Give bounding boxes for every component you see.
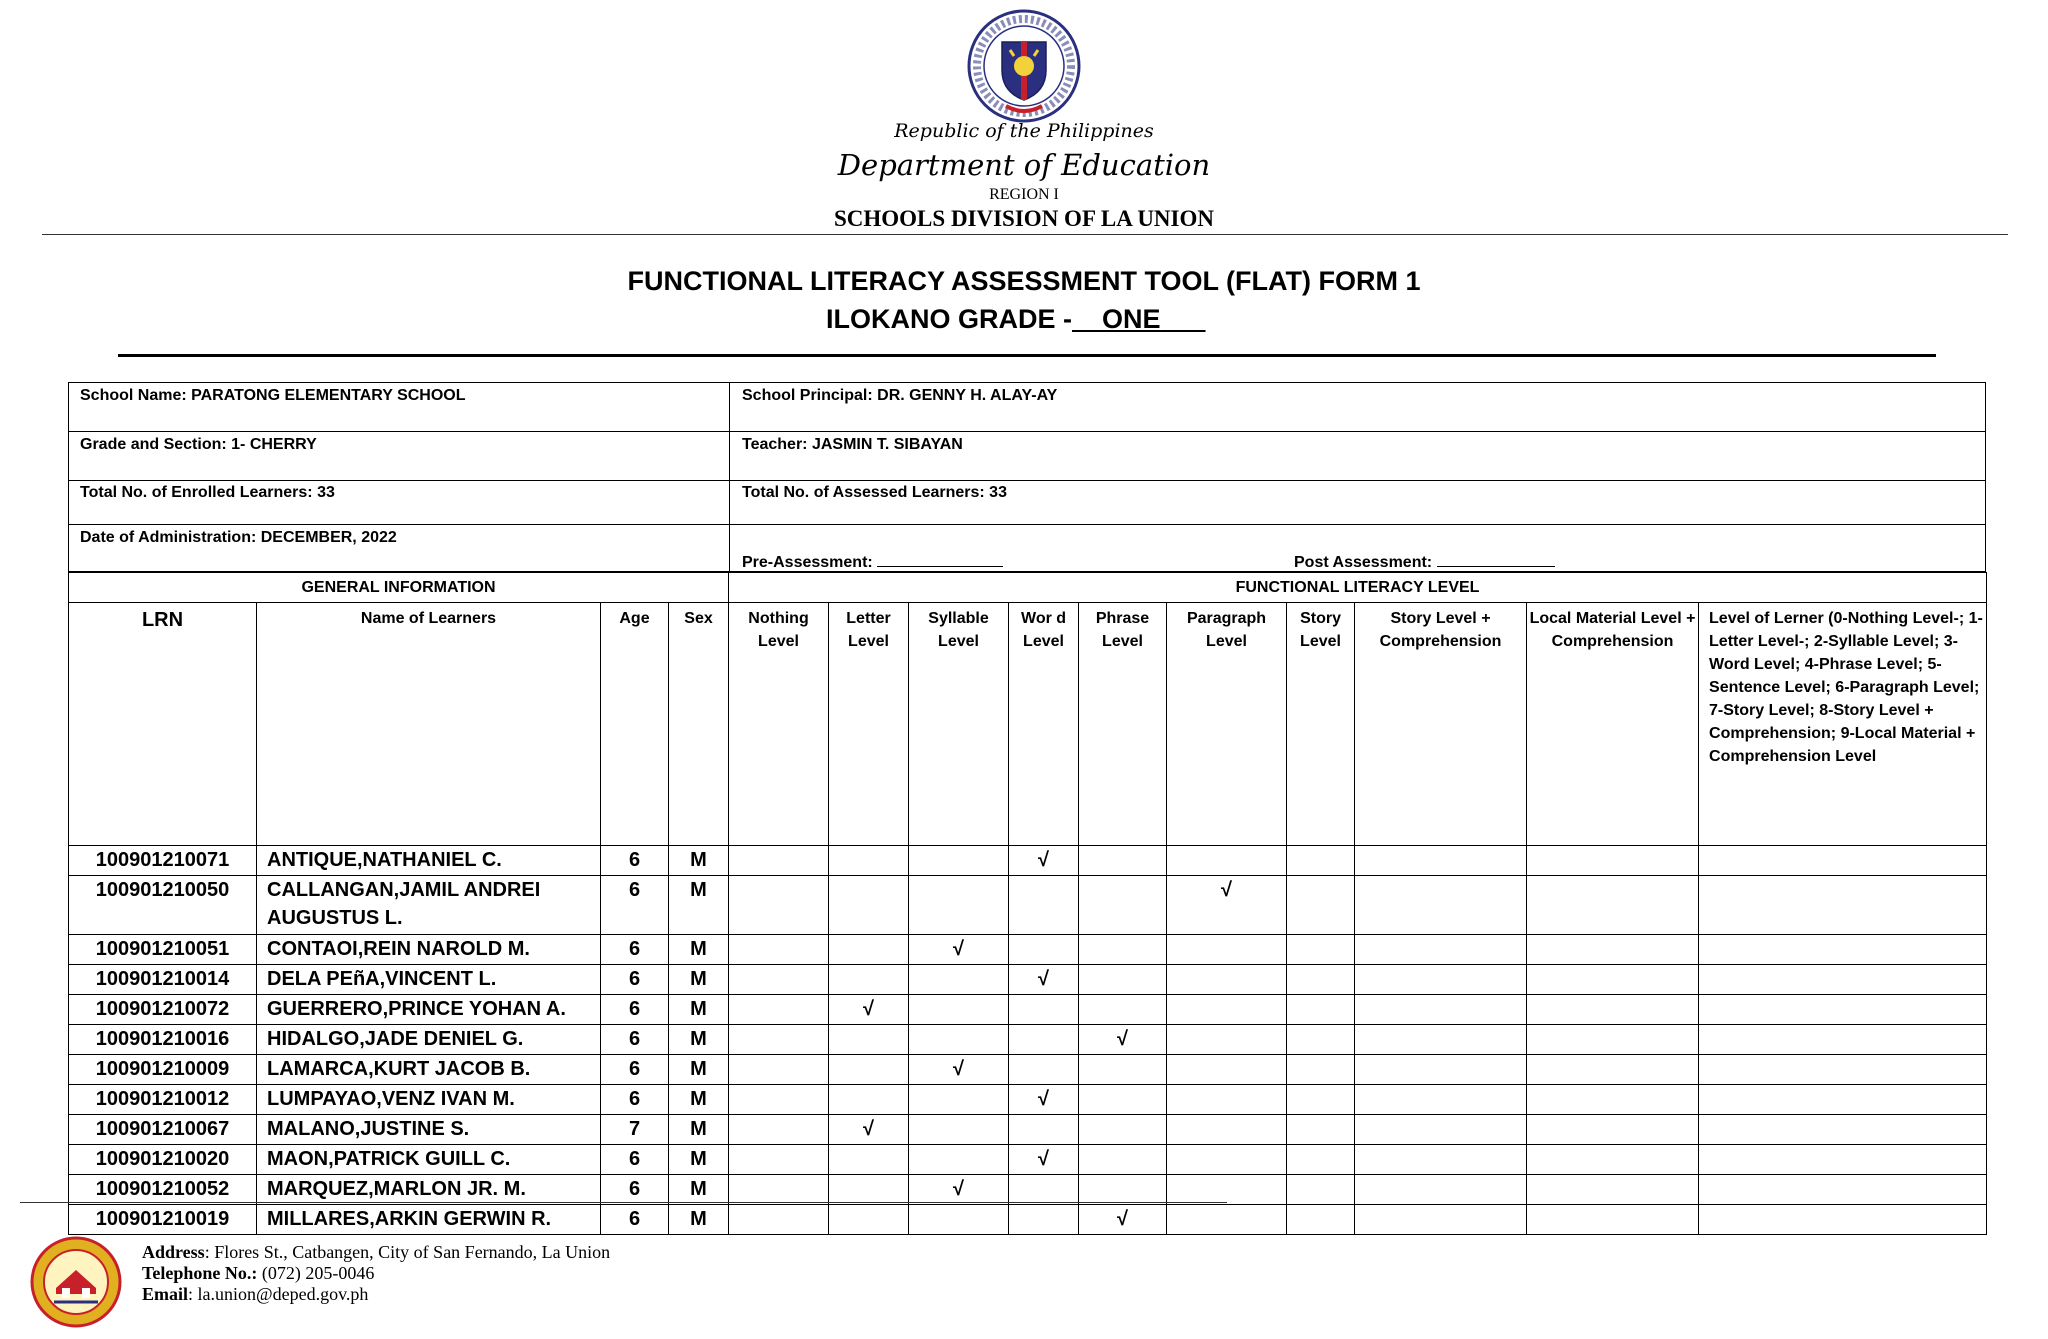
level-cell-phrase: √: [1079, 1025, 1167, 1055]
level-cell-story-comp: [1355, 995, 1527, 1025]
level-cell-local: [1527, 1055, 1699, 1085]
level-cell-nothing: [729, 965, 829, 995]
pre-assessment: Pre-Assessment:: [742, 552, 1003, 572]
level-cell-letter: [829, 935, 909, 965]
column-lrn: LRN: [69, 603, 257, 846]
level-cell-syllable: √: [909, 1175, 1009, 1205]
table-row: [69, 965, 1987, 995]
learner-name: MARQUEZ,MARLON JR. M.: [257, 1175, 601, 1205]
column-story-comprehension: Story Level + Comprehension: [1355, 603, 1527, 846]
learner-name: ANTIQUE,NATHANIEL C.: [257, 846, 601, 876]
level-cell-word: √: [1009, 1145, 1079, 1175]
level-cell-letter: [829, 876, 909, 935]
learner-age: 6: [601, 1055, 669, 1085]
level-cell-word: [1009, 1205, 1079, 1235]
level-cell-letter: [829, 1055, 909, 1085]
level-cell-letter: √: [829, 1115, 909, 1145]
letterhead-divider: [42, 234, 2008, 235]
column-word-level: Wor d Level: [1009, 603, 1079, 846]
learner-age: 6: [601, 935, 669, 965]
level-cell-nothing: [729, 846, 829, 876]
school-info-box: [68, 382, 1986, 572]
level-cell-paragraph: [1167, 995, 1287, 1025]
functional-literacy-header: FUNCTIONAL LITERACY LEVEL: [729, 573, 1987, 603]
level-cell-paragraph: [1167, 1145, 1287, 1175]
level-cell-nothing: [729, 1115, 829, 1145]
column-story-level: Story Level: [1287, 603, 1355, 846]
learner-lrn: 100901210012: [69, 1085, 257, 1115]
learner-name: LAMARCA,KURT JACOB B.: [257, 1055, 601, 1085]
footer-telephone: Telephone No.: (072) 205-0046: [142, 1263, 375, 1283]
level-cell-paragraph: [1167, 1085, 1287, 1115]
level-cell-level-of-learner: [1699, 1175, 1987, 1205]
learner-lrn: 100901210020: [69, 1145, 257, 1175]
learner-name: LUMPAYAO,VENZ IVAN M.: [257, 1085, 601, 1115]
level-cell-syllable: √: [909, 935, 1009, 965]
general-information-header: GENERAL INFORMATION: [69, 573, 729, 603]
level-cell-paragraph: [1167, 1115, 1287, 1145]
level-cell-paragraph: [1167, 1175, 1287, 1205]
date-of-administration: Date of Administration: DECEMBER, 2022: [80, 529, 397, 546]
level-cell-phrase: [1079, 1175, 1167, 1205]
grade-value: ONE: [1102, 304, 1161, 334]
table-row: [69, 935, 1987, 965]
learner-lrn: 100901210050: [69, 876, 257, 935]
level-cell-paragraph: [1167, 1205, 1287, 1235]
learner-name: CALLANGAN,JAMIL ANDREI AUGUSTUS L.: [257, 876, 601, 935]
level-cell-phrase: √: [1079, 1205, 1167, 1235]
learner-sex: M: [669, 1085, 729, 1115]
level-cell-syllable: [909, 1205, 1009, 1235]
table-row: [69, 1175, 1987, 1205]
level-cell-local: [1527, 935, 1699, 965]
level-cell-level-of-learner: [1699, 995, 1987, 1025]
learner-sex: M: [669, 965, 729, 995]
level-cell-nothing: [729, 1175, 829, 1205]
learner-name: MILLARES,ARKIN GERWIN R.: [257, 1205, 601, 1235]
level-cell-story: [1287, 1145, 1355, 1175]
level-cell-level-of-learner: [1699, 876, 1987, 935]
level-cell-paragraph: √: [1167, 876, 1287, 935]
level-cell-syllable: [909, 1085, 1009, 1115]
column-syllable-level: Syllable Level: [909, 603, 1009, 846]
republic-text: Republic of the Philippines: [894, 120, 1154, 142]
column-local-material: Local Material Level + Comprehension: [1527, 603, 1699, 846]
level-cell-local: [1527, 1025, 1699, 1055]
table-row: [69, 1025, 1987, 1055]
level-cell-phrase: [1079, 876, 1167, 935]
level-cell-level-of-learner: [1699, 965, 1987, 995]
footer-contact: [142, 1242, 610, 1305]
level-cell-syllable: [909, 1025, 1009, 1055]
table-row: [69, 1205, 1987, 1235]
learner-name: GUERRERO,PRINCE YOHAN A.: [257, 995, 601, 1025]
school-name: School Name: PARATONG ELEMENTARY SCHOOL: [80, 387, 466, 404]
level-cell-local: [1527, 1115, 1699, 1145]
footer-address: Address: Flores St., Catbangen, City of San Fernando, La Union: [142, 1242, 611, 1262]
level-cell-nothing: [729, 1055, 829, 1085]
level-cell-letter: [829, 1145, 909, 1175]
level-cell-story: [1287, 1175, 1355, 1205]
learner-sex: M: [669, 1115, 729, 1145]
level-cell-level-of-learner: [1699, 1205, 1987, 1235]
level-cell-word: [1009, 935, 1079, 965]
level-cell-letter: √: [829, 995, 909, 1025]
info-divider: [69, 480, 1985, 481]
learner-age: 6: [601, 1145, 669, 1175]
assessed-learners: Total No. of Assessed Learners: 33: [742, 484, 1007, 501]
column-name: Name of Learners: [257, 603, 601, 846]
learner-name: HIDALGO,JADE DENIEL G.: [257, 1025, 601, 1055]
learner-sex: M: [669, 1025, 729, 1055]
level-cell-level-of-learner: [1699, 935, 1987, 965]
level-cell-word: √: [1009, 965, 1079, 995]
level-cell-story-comp: [1355, 1055, 1527, 1085]
level-cell-story-comp: [1355, 1205, 1527, 1235]
level-cell-story: [1287, 995, 1355, 1025]
column-sex: Sex: [669, 603, 729, 846]
level-cell-syllable: [909, 1115, 1009, 1145]
level-cell-level-of-learner: [1699, 846, 1987, 876]
level-cell-letter: [829, 846, 909, 876]
level-cell-paragraph: [1167, 1025, 1287, 1055]
level-cell-story-comp: [1355, 1025, 1527, 1055]
level-cell-level-of-learner: [1699, 1145, 1987, 1175]
learner-lrn: 100901210014: [69, 965, 257, 995]
column-level-of-learner: Level of Lerner (0-Nothing Level-; 1-Letter Level-; 2-Syllable Level; 3-Word Level; 4-Phrase Level; 5-Sentence Level; 6-Paragraph Level; 7-Story Level; 8-Story Level + Comprehension; 9-Local Material + Comprehension Level: [1699, 603, 1987, 846]
level-cell-letter: [829, 1175, 909, 1205]
level-cell-story: [1287, 846, 1355, 876]
info-divider: [69, 431, 1985, 432]
level-cell-nothing: [729, 995, 829, 1025]
level-cell-level-of-learner: [1699, 1115, 1987, 1145]
learner-sex: M: [669, 846, 729, 876]
learner-lrn: 100901210009: [69, 1055, 257, 1085]
table-row: [69, 1115, 1987, 1145]
learner-lrn: 100901210016: [69, 1025, 257, 1055]
table-row: [69, 1145, 1987, 1175]
level-cell-local: [1527, 995, 1699, 1025]
level-cell-nothing: [729, 1145, 829, 1175]
level-cell-word: [1009, 1025, 1079, 1055]
learner-name: CONTAOI,REIN NAROLD M.: [257, 935, 601, 965]
footer-email: Email: la.union@deped.gov.ph: [142, 1284, 369, 1304]
level-cell-word: √: [1009, 846, 1079, 876]
enrolled-learners: Total No. of Enrolled Learners: 33: [80, 484, 335, 501]
level-cell-syllable: [909, 995, 1009, 1025]
level-cell-phrase: [1079, 1145, 1167, 1175]
learner-lrn: 100901210067: [69, 1115, 257, 1145]
learner-age: 6: [601, 965, 669, 995]
column-phrase-level: Phrase Level: [1079, 603, 1167, 846]
level-cell-phrase: [1079, 965, 1167, 995]
level-cell-nothing: [729, 935, 829, 965]
form-subtitle: [0, 304, 2048, 335]
learner-age: 6: [601, 846, 669, 876]
learner-lrn: 100901210072: [69, 995, 257, 1025]
level-cell-nothing: [729, 1085, 829, 1115]
learner-sex: M: [669, 995, 729, 1025]
level-cell-story-comp: [1355, 1115, 1527, 1145]
level-cell-word: [1009, 876, 1079, 935]
column-age: Age: [601, 603, 669, 846]
learner-age: 6: [601, 1175, 669, 1205]
learner-age: 6: [601, 1085, 669, 1115]
level-cell-syllable: √: [909, 1055, 1009, 1085]
department-text: Department of Education: [837, 148, 1211, 182]
level-cell-story: [1287, 965, 1355, 995]
learner-sex: M: [669, 1145, 729, 1175]
region-text: REGION I: [989, 186, 1059, 203]
level-cell-nothing: [729, 876, 829, 935]
level-cell-story-comp: [1355, 1145, 1527, 1175]
learner-lrn: 100901210051: [69, 935, 257, 965]
level-cell-syllable: [909, 965, 1009, 995]
level-cell-local: [1527, 876, 1699, 935]
level-cell-story: [1287, 1205, 1355, 1235]
learner-lrn: 100901210071: [69, 846, 257, 876]
learner-age: 7: [601, 1115, 669, 1145]
level-cell-word: [1009, 995, 1079, 1025]
level-cell-paragraph: [1167, 965, 1287, 995]
school-principal: School Principal: DR. GENNY H. ALAY-AY: [742, 387, 1058, 404]
level-cell-story-comp: [1355, 935, 1527, 965]
level-cell-story: [1287, 1085, 1355, 1115]
table-row: [69, 876, 1987, 935]
grade-prefix: ILOKANO GRADE -: [826, 304, 1072, 334]
level-cell-local: [1527, 1205, 1699, 1235]
column-letter-level: Letter Level: [829, 603, 909, 846]
level-cell-paragraph: [1167, 1055, 1287, 1085]
form-title: FUNCTIONAL LITERACY ASSESSMENT TOOL (FLAT) FORM 1: [627, 266, 1421, 296]
level-cell-word: [1009, 1115, 1079, 1145]
level-cell-nothing: [729, 1025, 829, 1055]
level-cell-phrase: [1079, 1115, 1167, 1145]
level-cell-letter: [829, 965, 909, 995]
info-divider: [69, 524, 1985, 525]
learner-age: 6: [601, 1205, 669, 1235]
level-cell-phrase: [1079, 1085, 1167, 1115]
division-text: SCHOOLS DIVISION OF LA UNION: [833, 206, 1214, 231]
level-cell-syllable: [909, 1145, 1009, 1175]
level-cell-nothing: [729, 1205, 829, 1235]
learner-sex: M: [669, 876, 729, 935]
table-row: [69, 846, 1987, 876]
learner-table: [68, 572, 1987, 1235]
title-divider: [118, 354, 1936, 357]
level-cell-phrase: [1079, 995, 1167, 1025]
learner-age: 6: [601, 995, 669, 1025]
learner-lrn: 100901210019: [69, 1205, 257, 1235]
level-cell-story: [1287, 876, 1355, 935]
teacher: Teacher: JASMIN T. SIBAYAN: [742, 436, 963, 453]
learner-name: MAON,PATRICK GUILL C.: [257, 1145, 601, 1175]
level-cell-level-of-learner: [1699, 1055, 1987, 1085]
level-cell-story-comp: [1355, 876, 1527, 935]
level-cell-local: [1527, 1085, 1699, 1115]
level-cell-syllable: [909, 876, 1009, 935]
level-cell-story: [1287, 1025, 1355, 1055]
post-assessment: Post Assessment:: [1294, 552, 1555, 572]
learner-lrn: 100901210052: [69, 1175, 257, 1205]
footer-divider: [20, 1202, 1227, 1203]
level-cell-phrase: [1079, 935, 1167, 965]
level-cell-story-comp: [1355, 846, 1527, 876]
table-row: [69, 1085, 1987, 1115]
level-cell-word: √: [1009, 1085, 1079, 1115]
level-cell-word: [1009, 1055, 1079, 1085]
level-cell-word: [1009, 1175, 1079, 1205]
level-cell-letter: [829, 1085, 909, 1115]
learner-name: MALANO,JUSTINE S.: [257, 1115, 601, 1145]
learner-sex: M: [669, 935, 729, 965]
level-cell-local: [1527, 1145, 1699, 1175]
learner-name: DELA PEñA,VINCENT L.: [257, 965, 601, 995]
learner-age: 6: [601, 876, 669, 935]
deped-seal-icon: [966, 8, 1082, 124]
level-cell-local: [1527, 1175, 1699, 1205]
learner-sex: M: [669, 1055, 729, 1085]
level-cell-phrase: [1079, 1055, 1167, 1085]
level-cell-level-of-learner: [1699, 1025, 1987, 1055]
level-cell-story-comp: [1355, 1085, 1527, 1115]
level-cell-story: [1287, 1055, 1355, 1085]
level-cell-story-comp: [1355, 1175, 1527, 1205]
table-row: [69, 1055, 1987, 1085]
level-cell-phrase: [1079, 846, 1167, 876]
level-cell-letter: [829, 1025, 909, 1055]
level-cell-syllable: [909, 846, 1009, 876]
level-cell-story: [1287, 935, 1355, 965]
division-logo-icon: [30, 1236, 122, 1328]
level-cell-paragraph: [1167, 935, 1287, 965]
level-cell-paragraph: [1167, 846, 1287, 876]
level-cell-local: [1527, 846, 1699, 876]
info-column-divider: [729, 383, 730, 571]
column-paragraph-level: Paragraph Level: [1167, 603, 1287, 846]
level-cell-level-of-learner: [1699, 1085, 1987, 1115]
grade-section: Grade and Section: 1- CHERRY: [80, 436, 317, 453]
table-row: [69, 995, 1987, 1025]
level-cell-letter: [829, 1205, 909, 1235]
level-cell-local: [1527, 965, 1699, 995]
level-cell-story-comp: [1355, 965, 1527, 995]
column-nothing-level: Nothing Level: [729, 603, 829, 846]
learner-age: 6: [601, 1025, 669, 1055]
learner-sex: M: [669, 1175, 729, 1205]
learner-sex: M: [669, 1205, 729, 1235]
level-cell-story: [1287, 1115, 1355, 1145]
